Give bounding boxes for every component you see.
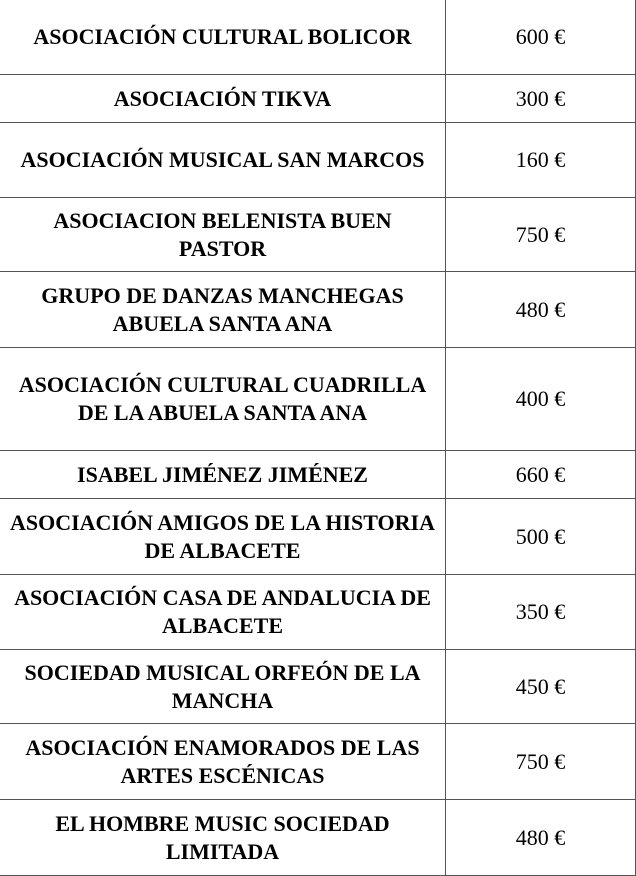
grant-amount: 300 € <box>446 75 636 123</box>
grant-amount: 480 € <box>446 272 636 348</box>
beneficiary-name: ASOCIACIÓN ENAMORADOS DE LAS ARTES ESCÉNICAS <box>0 724 446 800</box>
table-row <box>0 348 636 451</box>
table-row <box>0 0 636 75</box>
table-row <box>0 123 636 198</box>
grant-amount: 160 € <box>446 123 636 198</box>
grant-amount: 750 € <box>446 724 636 800</box>
grant-amount: 660 € <box>446 451 636 499</box>
beneficiary-name: SOCIEDAD MUSICAL ORFEÓN DE LA MANCHA <box>0 650 446 724</box>
beneficiary-name: ISABEL JIMÉNEZ JIMÉNEZ <box>0 451 446 499</box>
grant-amount: 750 € <box>446 198 636 272</box>
grant-amount: 500 € <box>446 499 636 575</box>
grant-amount: 450 € <box>446 650 636 724</box>
table-row <box>0 800 636 876</box>
grant-amount: 480 € <box>446 800 636 876</box>
beneficiary-name: ASOCIACIÓN MUSICAL SAN MARCOS <box>0 123 446 198</box>
table-row <box>0 451 636 499</box>
table-row <box>0 198 636 272</box>
beneficiary-name: ASOCIACIÓN CASA DE ANDALUCIA DE ALBACETE <box>0 575 446 650</box>
table-row <box>0 272 636 348</box>
beneficiary-name: ASOCIACIÓN CULTURAL BOLICOR <box>0 0 446 75</box>
beneficiary-name: ASOCIACION BELENISTA BUEN PASTOR <box>0 198 446 272</box>
beneficiary-name: EL HOMBRE MUSIC SOCIEDAD LIMITADA <box>0 800 446 876</box>
grant-amount: 600 € <box>446 0 636 75</box>
beneficiary-name: ASOCIACIÓN TIKVA <box>0 75 446 123</box>
table-row <box>0 650 636 724</box>
beneficiary-name: GRUPO DE DANZAS MANCHEGAS ABUELA SANTA ANA <box>0 272 446 348</box>
table-row <box>0 724 636 800</box>
grant-amount: 350 € <box>446 575 636 650</box>
beneficiary-name: ASOCIACIÓN AMIGOS DE LA HISTORIA DE ALBACETE <box>0 499 446 575</box>
table-row <box>0 575 636 650</box>
table-row <box>0 499 636 575</box>
grant-amount: 400 € <box>446 348 636 451</box>
table-row <box>0 75 636 123</box>
beneficiary-name: ASOCIACIÓN CULTURAL CUADRILLA DE LA ABUELA SANTA ANA <box>0 348 446 451</box>
